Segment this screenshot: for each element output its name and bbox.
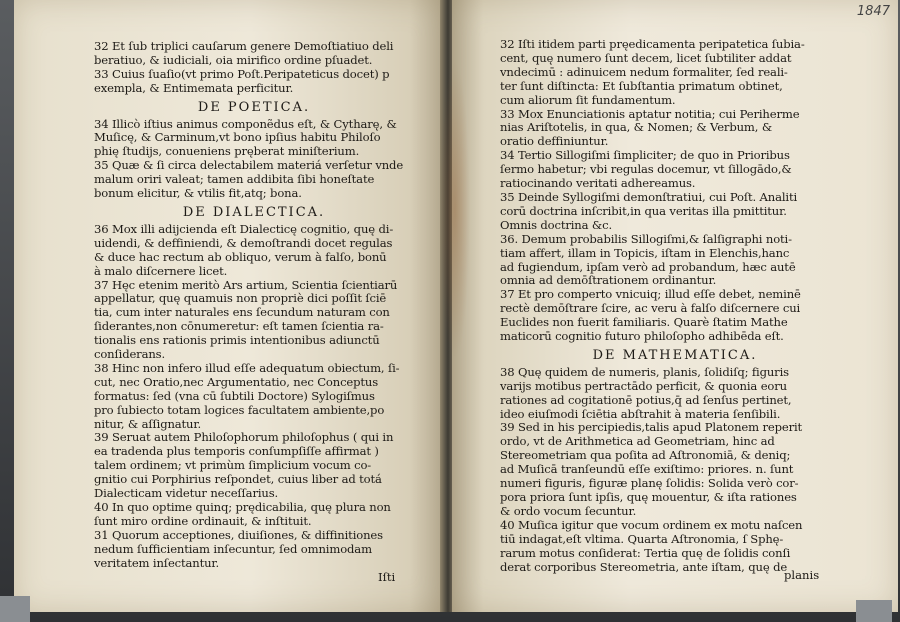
left-lines-poetica — [94, 118, 414, 201]
text-line: ratiocinando veritati adhereamus. — [500, 176, 696, 191]
text-line: 40 Muſica igitur que vocum ordinem ex motu naſcen — [500, 517, 803, 532]
text-line: ad fugiendum, ipſam verò ad probandum, hæc autē — [500, 259, 796, 274]
text-line: vndecimū : adinuicem nedum formaliter, ſed reali- — [500, 64, 788, 79]
text-line: 38 Hinc non infero illud eſſe adequatum obiectum, ſi- — [94, 360, 400, 375]
text-line: gnitio cui Porphirius reſpondet, cuius liber ad totá — [94, 472, 382, 487]
heading-de-mathematica: DE MATHEMATICA. — [592, 347, 758, 363]
left-page — [14, 0, 444, 612]
text-line: phię ſtudijs, conueniens pręberat miniſterium. — [94, 144, 360, 159]
heading-de-dialectica: DE DIALECTICA. — [182, 204, 326, 220]
text-line: Euclides non fuerit familiaris. Quarè ſtatim Mathe — [500, 315, 788, 330]
text-line: & ordo vocum ſecuntur. — [500, 503, 637, 518]
text-line: 34 Illicò iſtius animus componẽdus eſt, & Cytharę, & — [94, 116, 397, 131]
text-line: rationes ad cogitationē potius,q̄ ad ſenſus pertinet, — [500, 392, 792, 407]
text-line: ea tradenda plus temporis conſumpſiſſe affirmat ) — [94, 444, 379, 459]
text-line: 33 Mox Enunciationis aptatur notitia; cui Periherme — [500, 106, 800, 121]
heading-de-poetica: DE POETICA. — [197, 99, 311, 115]
text-line: nitur, & aſſignatur. — [94, 416, 202, 431]
right-page — [452, 0, 898, 612]
text-line: ordo, vt de Arithmetica ad Geometriam, hinc ad — [500, 434, 775, 449]
text-line: 36 Mox illi adijcienda eſt Dialecticę cognitio, quę di- — [94, 221, 394, 236]
text-line: ſunt miro ordine ordinauit, & inſtituit. — [94, 513, 312, 528]
text-line: 37 Hęc etenim meritò Ars artium, Scientia ſcientiarū — [94, 277, 398, 292]
left-lines-rhetoric — [94, 40, 414, 96]
text-line: 31 Quorum acceptiones, diuiſiones, & diffinitiones — [94, 527, 383, 542]
text-line: 32 Iſti itidem parti pręedicamenta peripatetica ſubia- — [500, 37, 805, 51]
text-line: veritatem inſectantur. — [94, 555, 220, 570]
right-catchword: planis — [784, 568, 820, 582]
right-lines-mathematica — [500, 366, 850, 575]
text-line: cut, nec Oratio,nec Argumentatio, nec Conceptus — [94, 374, 379, 389]
text-line: Stereometriam qua poſita ad Aſtronomiā, & deniq; — [500, 448, 791, 463]
text-line: corū doctrina inſcribit,in qua veritas illa pmittitur. — [500, 203, 787, 218]
text-line: tiam affert, illam in Topicis, iſtam in Elenchis,hanc — [500, 245, 790, 260]
text-line: ad Muſicā tranſeundū eſſe exiſtimo: priores. n. ſunt — [500, 462, 794, 477]
text-line: 34 Tertio Sillogiſmi ſimpliciter; de quo in Prioribus — [500, 148, 790, 163]
text-line: 39 Sed in his percipiedis,talis apud Platonem reperit — [500, 420, 803, 435]
left-lines-dialectica — [94, 223, 414, 571]
text-line: pro ſubiecto totam logices facultatem ambiente,po — [94, 402, 385, 417]
text-line: ter ſunt diſtincta: Et ſubſtantia primatum obtinet, — [500, 78, 783, 93]
text-line: Muſicę, & Carminum,vt bono ipſius habitu Philoſo — [94, 130, 381, 145]
text-line: beratiuo, & iudiciali, oia mirifico ordine pſuadet. — [94, 52, 373, 67]
text-line: rectè demōſtrare ſcire, ac veru à falſo diſcernere cui — [500, 301, 801, 316]
text-line: à malo diſcernere licet. — [94, 263, 228, 278]
text-line: Dialecticam videtur neceſſarius. — [94, 486, 279, 501]
text-line: 38 Quę quidem de numeris, planis, ſolidiſq; figuris — [500, 364, 789, 379]
text-line: pora priora ſunt ipſis, quę mouentur, & iſta rationes — [500, 490, 797, 504]
text-line: varijs motibus pertractādo perficit, & quonia eoru — [500, 378, 787, 393]
scanner-clip-right — [856, 600, 892, 622]
right-page-text — [500, 38, 850, 574]
text-line: 33 Cuius ſuaſio(vt primo Poſt.Peripateticus docet) p — [94, 66, 390, 81]
text-line: malum oriri valeat; tamen addibita ſibi honeſtate — [94, 172, 375, 187]
text-line: conſiderans. — [94, 347, 165, 362]
text-line: maticorū cognitio futuro philoſopho adhibēda eſt. — [500, 329, 784, 344]
text-line: uidendi, & deffiniendi, & demoſtrandi docet regulas — [94, 235, 393, 250]
text-line: tionalis ens rationis primis intentionibus adiunctū — [94, 333, 380, 348]
right-lines-logic — [500, 38, 850, 344]
text-line: 35 Quæ & ſi circa delectabilem materiá verſetur vnde — [94, 158, 404, 173]
water-stain — [440, 60, 470, 360]
text-line: tiū indagat,eſt vltima. Quarta Aſtronomia, ſ Sphę- — [500, 531, 784, 546]
text-line: 35 Deinde Syllogiſmi demonſtratiui, cui Poſt. Analiti — [500, 189, 798, 204]
text-line: Omnis doctrina &c. — [500, 217, 612, 232]
text-line: & duce hac rectum ab obliquo, verum à falſo, bonū — [94, 249, 387, 264]
text-line: 36. Demum probabilis Sillogiſmi,& ſalſigraphi noti- — [500, 231, 792, 246]
text-line: cent, quę numero ſunt decem, licet ſubtiliter addat — [500, 50, 792, 65]
text-line: 32 Et ſub triplici cauſarum genere Demoſtiatiuo deli — [94, 39, 394, 53]
text-line: bonum elicitur, & vtilis fit,atq; bona. — [94, 186, 302, 201]
text-line: nias Ariſtotelis, in qua, & Nomen; & Verbum, & — [500, 120, 772, 135]
handwritten-page-number: 1847 — [856, 4, 890, 19]
left-page-text — [94, 40, 414, 571]
text-line: tia, cum inter naturales ens ſecundum naturam con — [94, 305, 390, 320]
text-line: appellatur, quę quamuis non propriè dici poſſit ſciē — [94, 291, 387, 306]
text-line: rarum motus conſiderat: Tertia quę de ſolidis conſi — [500, 545, 791, 560]
text-line: ſiderantes,non cōnumeretur: eſt tamen ſcientia ra- — [94, 319, 384, 334]
text-line: ſermo habetur; vbi regulas docemur, vt ſillogādo,& — [500, 162, 792, 177]
text-line: omnia ad demōſtrationem ordinantur. — [500, 273, 717, 288]
text-line: 40 In quo optime quinq; prędicabilia, quę plura non — [94, 500, 391, 514]
text-line: talem ordinem; vt primùm ſimplicium vocum co- — [94, 458, 372, 473]
scanner-clip-left — [0, 596, 30, 622]
text-line: 37 Et pro comperto vnicuiq; illud eſſe debet, neminē — [500, 287, 801, 302]
text-line: cum aliorum ſit fundamentum. — [500, 92, 676, 107]
text-line: derat corporibus Stereometria, ante iſtam, quę de — [500, 559, 788, 574]
text-line: numeri figuris, figuræ planę ſolidis: Solida verò cor- — [500, 476, 799, 491]
text-line: exempla, & Entimemata perficitur. — [94, 80, 294, 95]
text-line: ideo eiuſmodi ſciētia abſtrahit à materia ſenſibili. — [500, 406, 781, 421]
left-catchword: Iſti — [378, 570, 396, 584]
text-line: nedum ſufficientiam inſecuntur, ſed omnimodam — [94, 541, 372, 556]
text-line: 39 Seruat autem Philoſophorum philoſophus ( qui in — [94, 430, 394, 445]
text-line: oratio deffiniuntur. — [500, 134, 609, 149]
text-line: formatus: ſed (vna cū ſubtili Doctore) Sylogiſmus — [94, 388, 375, 403]
